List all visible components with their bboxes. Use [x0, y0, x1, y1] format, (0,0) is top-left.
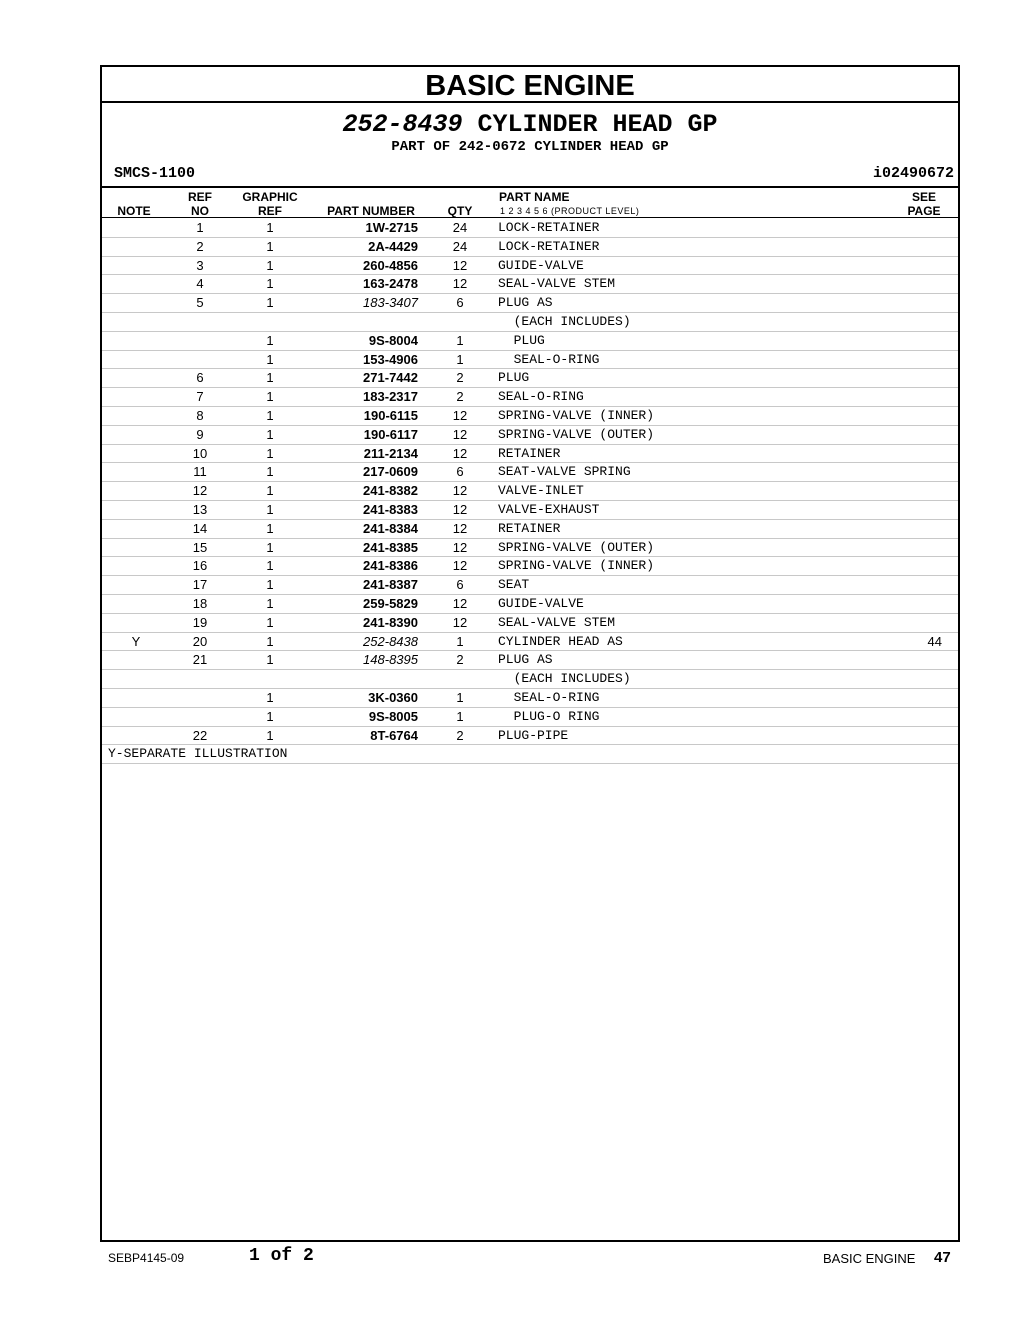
parts-page-frame	[100, 65, 960, 1242]
table-row	[102, 219, 958, 238]
ref-no-cell: 15	[192, 539, 208, 555]
table-row	[102, 520, 958, 539]
col-header-see-top: SEE	[911, 190, 936, 204]
qty-cell: 12	[452, 520, 468, 536]
qty-cell: 24	[452, 220, 468, 235]
qty-cell: 1	[456, 633, 464, 649]
ref-no-cell: 9	[196, 426, 204, 442]
table-row	[102, 445, 958, 464]
part-name-cell: SPRING-VALVE (OUTER)	[498, 426, 655, 442]
qty-cell: 6	[456, 295, 464, 311]
part-name-cell: (EACH INCLUDES)	[498, 313, 631, 329]
qty-cell: 1	[456, 708, 464, 724]
part-name-cell: VALVE-INLET	[498, 483, 584, 499]
graphic-ref-cell: 1	[266, 577, 274, 593]
part-number-cell: 217-0609	[363, 464, 418, 480]
table-row	[102, 708, 958, 727]
ref-no-cell: 5	[196, 295, 204, 311]
graphic-ref-cell: 1	[266, 407, 274, 423]
graphic-ref-cell: 1	[266, 501, 274, 517]
part-number-cell: 8T-6764	[370, 727, 418, 743]
table-row	[102, 332, 958, 351]
table-row	[102, 275, 958, 294]
ref-no-cell: 12	[192, 483, 208, 499]
ref-no-cell: 22	[192, 727, 208, 743]
part-name-cell: SEAL-VALVE STEM	[498, 276, 616, 292]
part-name-cell: SEAL-O-RING	[498, 389, 584, 405]
ref-no-cell: 2	[196, 238, 204, 254]
ref-no-cell: 8	[196, 407, 204, 423]
ref-no-cell: 13	[192, 501, 208, 517]
qty-cell: 1	[456, 689, 464, 705]
ref-no-cell: 18	[192, 595, 208, 611]
part-name-cell: RETAINER	[498, 520, 561, 536]
part-number-cell: 260-4856	[363, 257, 418, 273]
ref-no-cell: 7	[196, 389, 204, 405]
part-name-cell: VALVE-EXHAUST	[498, 501, 600, 517]
graphic-ref-cell: 1	[266, 426, 274, 442]
col-header-part-number: PART NUMBER	[327, 204, 415, 218]
graphic-ref-cell: 1	[266, 464, 274, 480]
table-row	[102, 670, 958, 689]
table-row	[102, 257, 958, 276]
qty-cell: 12	[452, 445, 468, 461]
part-number-cell: 2A-4429	[368, 238, 418, 254]
part-number-cell: 190-6115	[363, 407, 418, 423]
part-number-cell: 241-8382	[363, 483, 418, 499]
ref-no-cell: 1	[196, 220, 204, 235]
ref-no-cell: 3	[196, 257, 204, 273]
graphic-ref-cell: 1	[266, 633, 274, 649]
qty-cell: 12	[452, 483, 468, 499]
part-name-cell: LOCK-RETAINER	[498, 220, 600, 235]
graphic-ref-cell: 1	[266, 370, 274, 386]
parts-table-body	[102, 219, 958, 764]
qty-cell: 12	[452, 501, 468, 517]
graphic-ref-cell: 1	[266, 276, 274, 292]
note-cell: Y	[131, 633, 141, 649]
graphic-ref-cell: 1	[266, 351, 274, 367]
part-number-cell: 1W-2715	[365, 220, 418, 235]
part-name-cell: SEAT-VALVE SPRING	[498, 464, 631, 480]
ref-no-cell: 19	[192, 614, 208, 630]
graphic-ref-cell: 1	[266, 483, 274, 499]
part-name-cell: RETAINER	[498, 445, 561, 461]
part-number-cell: 9S-8005	[368, 708, 418, 724]
see-page-cell: 44	[927, 633, 942, 649]
part-number-cell: 241-8383	[363, 501, 418, 517]
ref-no-cell: 6	[196, 370, 204, 386]
part-number-cell: 183-3407	[363, 295, 418, 311]
col-header-ref-bottom: NO	[191, 204, 209, 218]
part-name-cell: PLUG AS	[498, 295, 553, 311]
footer-section: BASIC ENGINE	[823, 1251, 916, 1266]
table-row	[102, 576, 958, 595]
part-number-cell: 190-6117	[363, 426, 418, 442]
qty-cell: 12	[452, 595, 468, 611]
table-row	[102, 539, 958, 558]
part-number-cell: 241-8386	[363, 558, 418, 574]
qty-cell: 24	[452, 238, 468, 254]
part-number-cell: 271-7442	[363, 370, 418, 386]
table-row	[102, 482, 958, 501]
ref-no-cell: 16	[192, 558, 208, 574]
table-row	[102, 238, 958, 257]
part-of-label: PART OF 242-0672 CYLINDER HEAD GP	[391, 139, 669, 155]
table-row	[102, 501, 958, 520]
qty-cell: 12	[452, 539, 468, 555]
group-name: CYLINDER HEAD GP	[477, 110, 718, 139]
table-row	[102, 407, 958, 426]
col-header-qty: QTY	[447, 204, 473, 218]
table-row	[102, 651, 958, 670]
part-number-cell: 241-8390	[363, 614, 418, 630]
table-row	[102, 595, 958, 614]
col-header-ref-top: REF	[188, 190, 212, 204]
part-name-cell: SPRING-VALVE (INNER)	[498, 558, 655, 574]
graphic-ref-cell: 1	[266, 445, 274, 461]
part-number-cell: 3K-0360	[368, 689, 418, 705]
ref-no-cell: 11	[193, 464, 207, 480]
qty-cell: 12	[452, 558, 468, 574]
col-header-note: NOTE	[117, 204, 151, 218]
qty-cell: 12	[452, 614, 468, 630]
ref-no-cell: 10	[192, 445, 208, 461]
part-name-cell: SEAT	[498, 577, 530, 593]
footnote-text: Y-SEPARATE ILLUSTRATION	[108, 746, 288, 762]
col-header-part-name: PART NAME	[499, 190, 570, 204]
group-title	[102, 111, 958, 139]
qty-cell: 1	[456, 332, 464, 348]
graphic-ref-cell: 1	[266, 539, 274, 555]
part-name-cell: GUIDE-VALVE	[498, 595, 584, 611]
part-number-cell: 241-8387	[363, 577, 418, 593]
ref-no-cell: 17	[192, 577, 208, 593]
part-number-cell: 241-8384	[363, 520, 418, 536]
part-number-cell: 148-8395	[363, 652, 418, 668]
part-number-cell: 252-8438	[363, 633, 418, 649]
graphic-ref-cell: 1	[266, 614, 274, 630]
qty-cell: 2	[456, 652, 464, 668]
col-header-graphic-bottom: REF	[258, 204, 282, 218]
qty-cell: 1	[456, 351, 464, 367]
ref-no-cell: 14	[192, 520, 208, 536]
table-row	[102, 388, 958, 407]
part-number-cell: 153-4906	[363, 351, 418, 367]
part-number-cell: 9S-8004	[368, 332, 418, 348]
ref-no-cell: 4	[196, 276, 204, 292]
table-row	[102, 633, 958, 652]
qty-cell: 12	[452, 426, 468, 442]
qty-cell: 2	[456, 727, 464, 743]
part-number-cell: 183-2317	[363, 389, 418, 405]
col-header-see-bottom: PAGE	[907, 204, 941, 218]
table-row	[102, 557, 958, 576]
table-row	[102, 369, 958, 388]
qty-cell: 6	[456, 464, 464, 480]
footer-doc-id: SEBP4145-09	[108, 1251, 185, 1265]
graphic-ref-cell: 1	[266, 389, 274, 405]
graphic-ref-cell: 1	[266, 652, 274, 668]
section-title: BASIC ENGINE	[102, 67, 958, 103]
graphic-ref-cell: 1	[266, 689, 274, 705]
qty-cell: 2	[456, 389, 464, 405]
part-number-cell: 241-8385	[363, 539, 418, 555]
graphic-ref-cell: 1	[266, 520, 274, 536]
table-row	[102, 727, 958, 746]
footnote-row	[102, 745, 958, 764]
graphic-ref-cell: 1	[266, 595, 274, 611]
part-name-cell: LOCK-RETAINER	[498, 238, 600, 254]
group-number: 252-8439	[342, 110, 463, 139]
part-name-cell: SEAL-O-RING	[498, 689, 600, 705]
table-row	[102, 614, 958, 633]
part-name-cell: PLUG AS	[498, 652, 553, 668]
part-name-cell: SEAL-O-RING	[498, 351, 600, 367]
graphic-ref-cell: 1	[266, 332, 274, 348]
ref-no-cell: 20	[192, 633, 208, 649]
table-row	[102, 463, 958, 482]
part-name-cell: CYLINDER HEAD AS	[498, 633, 623, 649]
part-name-cell: GUIDE-VALVE	[498, 257, 584, 273]
part-name-cell: PLUG-PIPE	[498, 727, 569, 743]
part-number-cell: 211-2134	[363, 445, 418, 461]
ref-no-cell: 21	[192, 652, 208, 668]
part-name-cell: SPRING-VALVE (INNER)	[498, 407, 655, 423]
graphic-ref-cell: 1	[266, 257, 274, 273]
smcs-code: SMCS-1100	[114, 165, 196, 182]
qty-cell: 6	[456, 577, 464, 593]
qty-cell: 12	[452, 407, 468, 423]
part-number-cell: 259-5829	[363, 595, 418, 611]
graphic-ref-cell: 1	[266, 238, 274, 254]
table-row	[102, 294, 958, 313]
qty-cell: 12	[452, 257, 468, 273]
graphic-ref-cell: 1	[266, 708, 274, 724]
graphic-ref-cell: 1	[266, 295, 274, 311]
part-name-cell: SEAL-VALVE STEM	[498, 614, 616, 630]
graphic-ref-cell: 1	[266, 558, 274, 574]
part-name-cell: PLUG-O RING	[498, 708, 600, 724]
qty-cell: 2	[456, 370, 464, 386]
graphic-ref-cell: 1	[266, 727, 274, 743]
illustration-id: i02490672	[872, 165, 954, 182]
qty-cell: 12	[452, 276, 468, 292]
part-name-cell: SPRING-VALVE (OUTER)	[498, 539, 655, 555]
header-top-rule	[102, 186, 958, 188]
table-row	[102, 689, 958, 708]
part-number-cell: 163-2478	[363, 276, 418, 292]
header-bottom-rule	[102, 217, 958, 218]
table-row	[102, 313, 958, 332]
part-name-cell: (EACH INCLUDES)	[498, 671, 631, 687]
part-name-cell: PLUG	[498, 370, 530, 386]
footer-page-number: 47	[934, 1249, 951, 1266]
footer-sheet: 1 of 2	[249, 1246, 314, 1266]
graphic-ref-cell: 1	[266, 220, 274, 235]
part-name-cell: PLUG	[498, 332, 545, 348]
table-row	[102, 426, 958, 445]
col-header-product-levels: 1 2 3 4 5 6 (PRODUCT LEVEL)	[500, 206, 640, 216]
col-header-graphic-top: GRAPHIC	[242, 190, 298, 204]
table-row	[102, 351, 958, 370]
